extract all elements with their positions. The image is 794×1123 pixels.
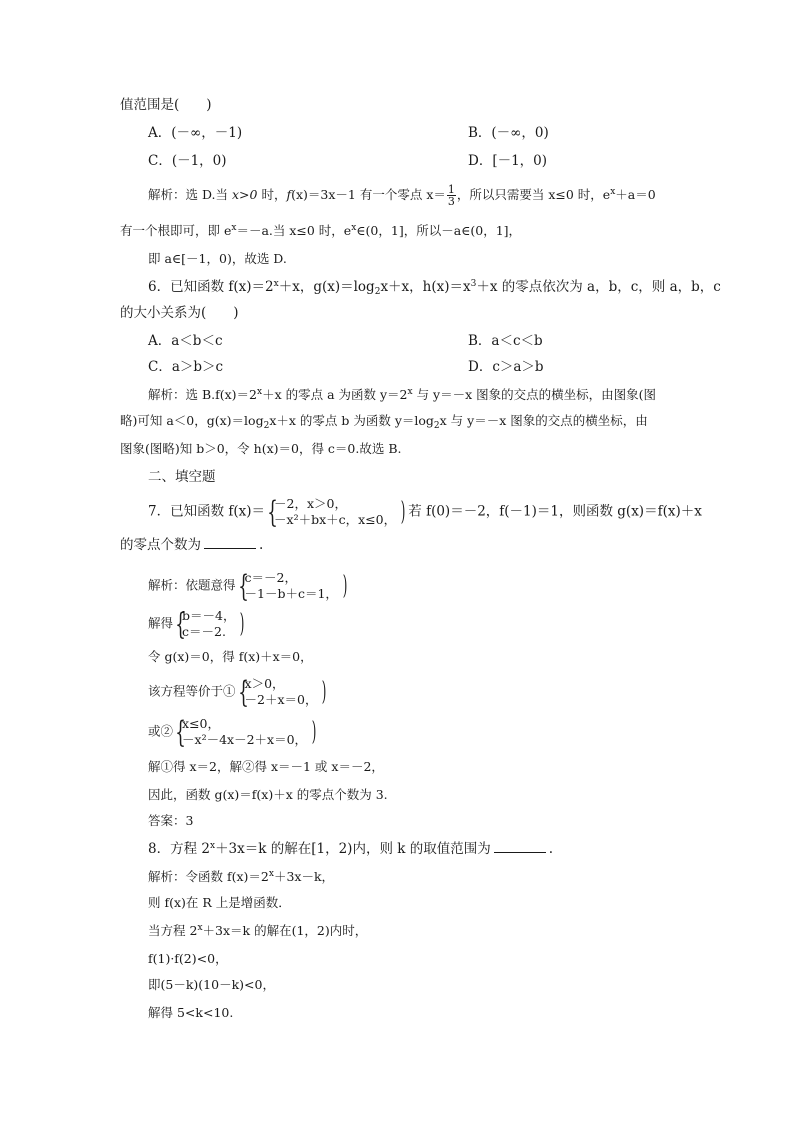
q7-solution-system4: 或② { x≤0， －x²－4x－2＋x＝0， ) [148, 716, 319, 748]
q8-solution-line6: 解得 5<k<10. [148, 1005, 234, 1020]
q5-solution-line2: 有一个根即可，即 $e^x=-a$.当 x≤0 时，$e^x\in(0$，1]，所以－a∈(0，1]， [120, 223, 522, 238]
q7-solution-system1: 解析：依题意得 { c＝－2， －1－b＋c＝1， ) [148, 570, 350, 602]
q6-option-d: D．c＞a＞b [468, 359, 544, 375]
answer-blank [494, 840, 546, 853]
q8-solution-line4: f(1)·f(2)<0， [148, 951, 228, 966]
q6-solution-line3: 图象(图略)知 b＞0，令 h(x)＝0，得 c＝0.故选 B. [120, 441, 402, 456]
piecewise-function: { －2，x＞0， －x²＋bx＋c，x≤0， [265, 496, 396, 528]
q7-stem-line1: 7．已知函数 f(x)＝ { －2，x＞0， －x²＋bx＋c，x≤0， ) 若 f(0)＝－2，f(－1)＝1，则函数 g(x)＝f(x)＋x [148, 496, 702, 528]
q6-stem-line1: 6．已知函数 $f(x)=2^x+x$，$g(x)=\log_2x+x$，$h(x)=x^3+x$ 的零点依次为 a，b，c，则 a，b，c [148, 279, 721, 297]
q8-solution-line5: 即(5－k)(10－k)<0， [148, 977, 275, 992]
q5-solution-line3: 即 a∈[－1，0)，故选 D. [148, 251, 287, 266]
q7-solution-system2: 解得 { b＝－4， c＝－2. ) [148, 608, 248, 640]
q6-option-c: C．a＞b＞c [148, 359, 224, 375]
q8-solution-line1: 解析：令函数 $f(x)=2^x+3x-k$， [148, 869, 335, 884]
q6-solution-line2: 略)可知 a＜0，$g(x)=\log_2x+x$ 的零点 b 为函数 $y=\log_2x$ 与 y＝－x 图象的交点的横坐标，由 [120, 413, 648, 431]
q5-stem-tail: 值范围是( ) [120, 97, 212, 113]
answer-blank [204, 536, 256, 549]
q7-answer: 答案：3 [148, 813, 194, 828]
q5-solution-line1: 解析：选 D.当 x>0 时，f(x)＝3x－1 有一个零点 x＝ $\frac{1}{3}$ ，所以只需要当 x≤0 时，$e^x+a=0$ [148, 183, 656, 208]
q7-solution-line6: 解①得 x＝2，解②得 x＝－1 或 x＝－2， [148, 759, 384, 774]
q7-solution-system3: 该方程等价于① { x＞0， －2＋x＝0， ) [148, 676, 330, 708]
q7-solution-line7: 因此，函数 g(x)＝f(x)＋x 的零点个数为 3. [148, 787, 388, 802]
q8-solution-line2: 则 f(x)在 R 上是增函数． [148, 895, 291, 910]
q6-solution-line1: 解析：选 $B.f(x)=2^x+x$ 的零点 a 为函数 $y=2^x$ 与 y＝－x 图象的交点的横坐标，由图象(图 [148, 387, 657, 402]
q6-option-a: A．a＜b＜c [148, 333, 223, 349]
q8-solution-line3: 当方程 $2^x+3x=k$ 的解在(1，2)内时， [148, 923, 368, 938]
q8-stem: 8．方程 $2^x+3x=k$ 的解在[1，2)内，则 k 的取值范围为 . [148, 841, 554, 857]
q6-option-b: B．a＜c＜b [468, 333, 543, 349]
q5-option-c: C．(－1，0) [148, 153, 227, 169]
q6-stem-line2: 的大小关系为( ) [120, 305, 239, 321]
q5-option-b: B．(－∞，0) [468, 125, 549, 141]
q7-stem-line2: 的零点个数为 . [120, 537, 264, 553]
q7-solution-line3: 令 g(x)＝0，得 f(x)＋x＝0， [148, 649, 313, 664]
section-heading-fill-in: 二、填空题 [148, 469, 216, 485]
q5-option-a: A．(－∞，－1) [148, 125, 243, 141]
fraction-one-third: $\frac{1}{3}$ [447, 183, 455, 208]
q5-option-d: D．[－1，0) [468, 153, 548, 169]
